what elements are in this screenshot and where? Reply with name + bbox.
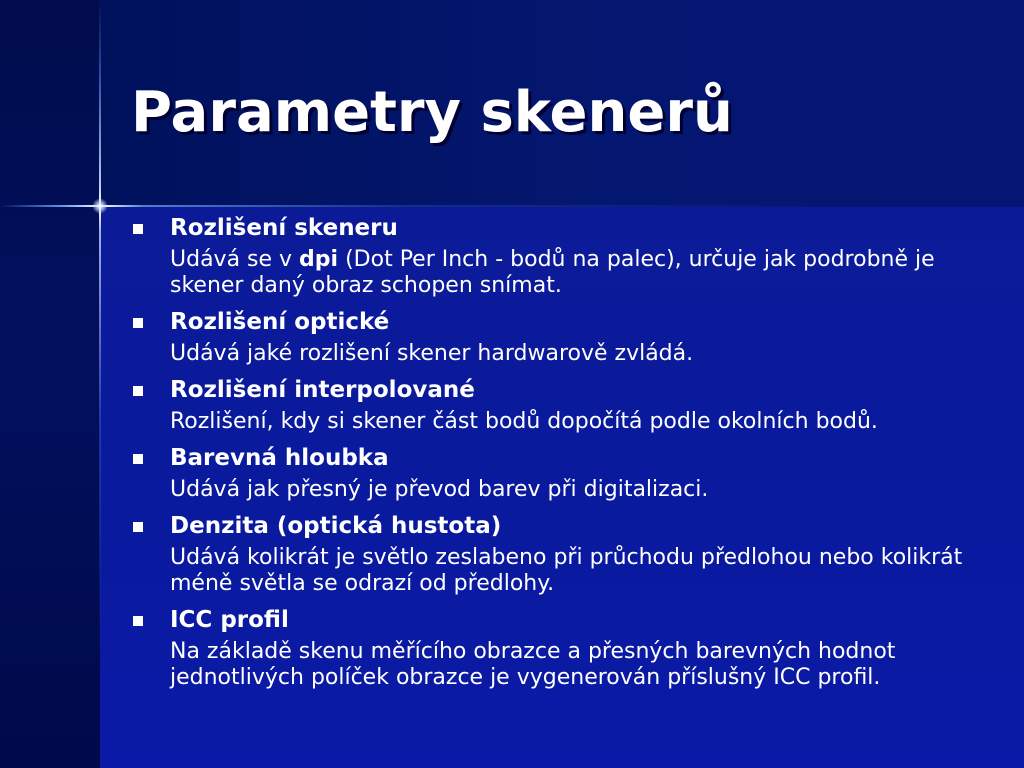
sparkle-icon	[92, 198, 108, 214]
item-heading: ICC profil	[170, 607, 289, 633]
item-description	[170, 245, 1013, 306]
item-heading: Barevná hloubka	[170, 445, 389, 471]
list-item	[133, 604, 1013, 698]
list-item	[133, 442, 1013, 510]
item-description-bold: dpi	[299, 247, 339, 272]
item-description: Udává jaké rozlišení skener hardwarově zvládá.	[170, 341, 694, 366]
left-panel	[0, 0, 100, 768]
item-description-text: (Dot Per Inch - bodů na palec), určuje jak podrobně je skener daný obraz schopen snímat.	[170, 247, 935, 298]
item-heading: Rozlišení optické	[170, 309, 390, 335]
square-bullet-icon	[133, 224, 143, 234]
list-item	[133, 212, 1013, 306]
list-item	[133, 306, 1013, 374]
square-bullet-icon	[133, 616, 143, 626]
vertical-accent-line	[99, 0, 101, 768]
item-description: Na základě skenu měřícího obrazce a přesných barevných hodnot jednotlivých políček obrazce je vygenerován příslušný ICC profil.	[170, 639, 896, 690]
square-bullet-icon	[133, 522, 143, 532]
item-heading: Rozlišení skeneru	[170, 215, 398, 241]
list-item	[133, 510, 1013, 604]
square-bullet-icon	[133, 318, 143, 328]
list-item	[133, 374, 1013, 442]
item-description: Rozlišení, kdy si skener část bodů dopočítá podle okolních bodů.	[170, 409, 878, 434]
item-description: Udává kolikrát je světlo zeslabeno při průchodu předlohou nebo kolikrát méně světla se odrazí od předlohy.	[170, 545, 963, 596]
item-description-text: Udává se v	[170, 247, 300, 272]
square-bullet-icon	[133, 454, 143, 464]
slide-title: Parametry skenerů	[131, 80, 733, 145]
item-heading: Rozlišení interpolované	[170, 377, 475, 403]
item-heading: Denzita (optická hustota)	[170, 513, 502, 539]
item-description: Udává jak přesný je převod barev při digitalizaci.	[170, 477, 709, 502]
horizontal-accent-line	[0, 205, 1024, 207]
square-bullet-icon	[133, 386, 143, 396]
bullet-list	[133, 212, 1013, 698]
